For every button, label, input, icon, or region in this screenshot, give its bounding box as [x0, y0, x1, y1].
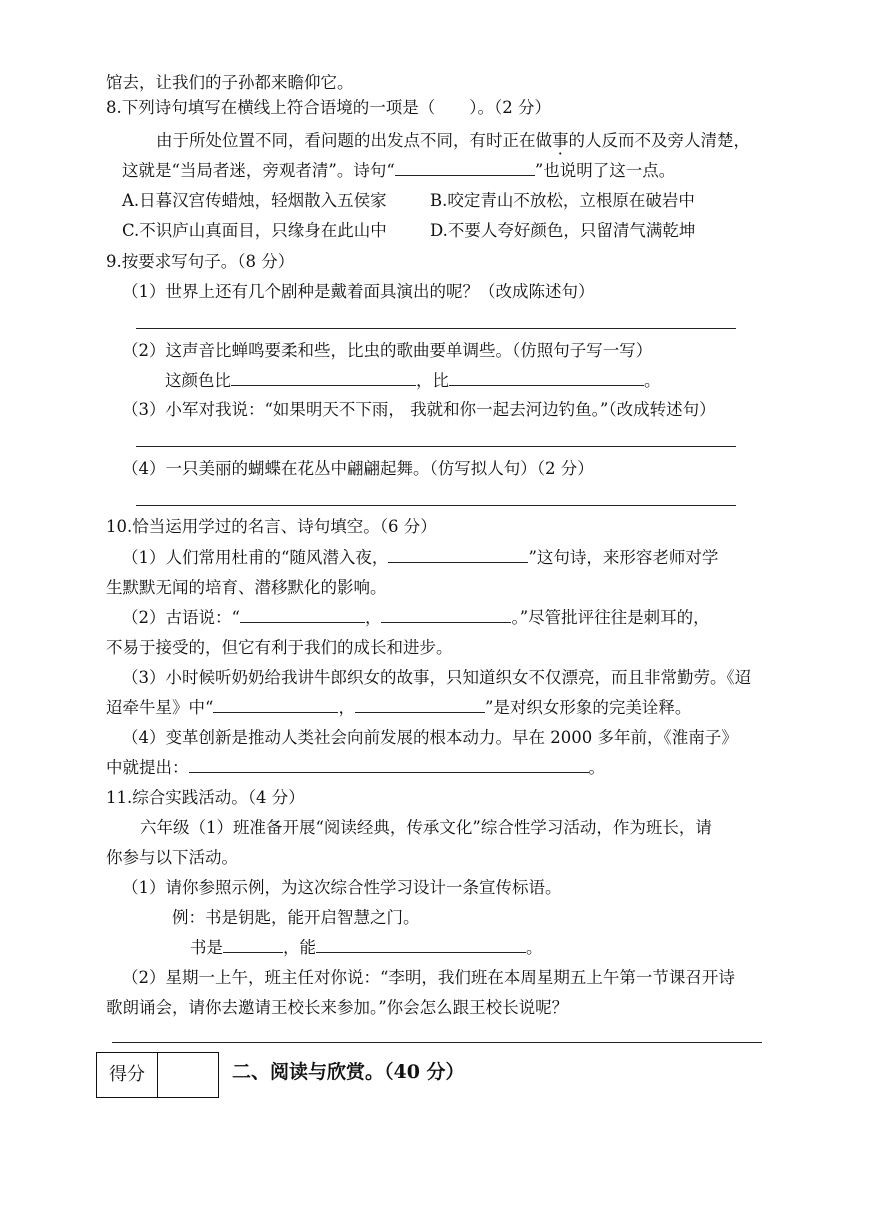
- q9-sub3: （3）小军对我说：“如果明天不下雨， 我就和你一起去河边钓鱼。”（改成转述句）: [122, 400, 716, 419]
- section-two-title: 二、阅读与欣赏。（40 分）: [232, 1061, 465, 1083]
- q10-item1: [122, 547, 718, 569]
- q10-item2-b: ，: [364, 608, 382, 627]
- q10-blank-4[interactable]: [189, 757, 589, 773]
- top-line: 馆去，让我们的子孙都来瞻仰它。: [106, 73, 354, 92]
- q8-emphasis-char: 事: [552, 131, 569, 150]
- q10-item2-cont: 不易于接受的，但它有利于我们的成长和进步。: [106, 638, 453, 657]
- q11-fill-b: ，能: [283, 938, 316, 957]
- q10-item2: [122, 607, 710, 629]
- q8-passage-line2: [122, 160, 675, 182]
- score-label: 得分: [97, 1053, 158, 1097]
- q11-example: 例：书是钥匙，能开启智慧之门。: [172, 908, 420, 927]
- score-box: [96, 1052, 219, 1098]
- q8-answer-blank[interactable]: [395, 160, 535, 176]
- q11-blank-2[interactable]: [316, 937, 526, 953]
- q11-blank-1[interactable]: [223, 937, 283, 953]
- q8-option-d[interactable]: D.不要人夸好颜色，只留清气满乾坤: [430, 221, 696, 240]
- q10-item3-d: ”是对织女形象的完美诠释。: [484, 698, 692, 717]
- q11-intro-cont: 你参与以下活动。: [106, 848, 238, 867]
- q10-item2-a: （2）古语说：“: [122, 608, 240, 627]
- q9-sub2-fill-c: 。: [644, 371, 661, 390]
- q8-option-c[interactable]: C.不识庐山真面目，只缘身在此山中: [122, 221, 387, 240]
- q10-item3-c: ，: [338, 698, 355, 717]
- q8-p1-a: 由于所处位置不同，看问题的出发点不同，有时正在做: [156, 131, 552, 150]
- q10-item2-c: 。”尽管批评往往是刺耳的，: [511, 608, 710, 627]
- q8-score: （2 分）: [494, 98, 551, 117]
- q10-item4-c: 。: [588, 758, 605, 777]
- q11-answer-line[interactable]: [112, 1042, 762, 1043]
- q11-sub2-cont: 歌朗诵会，请你去邀请王校长来参加。”你会怎么跟王校长说呢？: [106, 998, 569, 1017]
- q9-answer-line-3[interactable]: [136, 446, 736, 447]
- q8-p1-c: 的人反而不及旁人清楚，: [568, 131, 750, 150]
- q10-blank-3b[interactable]: [355, 697, 485, 713]
- q11-stem: 11.综合实践活动。（4 分）: [106, 788, 305, 807]
- q10-item4-b: 中就提出：: [106, 758, 189, 777]
- q11-sub2: （2）星期一上午，班主任对你说：“李明，我们班在本周星期五上午第一节课召开诗: [122, 968, 735, 987]
- q10-item1-a: （1）人们常用杜甫的“随风潜入夜，: [122, 548, 389, 567]
- q10-item1-cont: 生默默无闻的培育、潜移默化的影响。: [106, 578, 387, 597]
- q9-answer-line-1[interactable]: [136, 328, 736, 329]
- q10-item3-b: 迢牵牛星》中“: [106, 698, 214, 717]
- q11-fill-a: 书是: [190, 938, 223, 957]
- q8-stem-end: ）。: [469, 98, 494, 117]
- q10-item3: （3）小时候听奶奶给我讲牛郎织女的故事，只知道织女不仅漂亮，而且非常勤劳。《迢: [122, 668, 752, 687]
- q11-fill-c: 。: [526, 938, 543, 957]
- q9-sub2-fill-b: ，比: [416, 371, 449, 390]
- q10-blank-2b[interactable]: [381, 607, 511, 623]
- q10-blank-1[interactable]: [388, 547, 528, 563]
- q10-item4-cont: [106, 757, 605, 779]
- q10-stem: 10.恰当运用学过的名言、诗句填空。（6 分）: [106, 517, 437, 536]
- q8-option-b[interactable]: B.咬定青山不放松，立根原在破岩中: [430, 191, 695, 210]
- q9-sub2: （2）这声音比蝉鸣要柔和些，比虫的歌曲要单调些。（仿照句子写一写）: [122, 341, 653, 360]
- q10-item4: （4）变革创新是推动人类社会向前发展的根本动力。早在 2000 多年前，《淮南子》: [122, 728, 738, 747]
- q8-passage-line1: [156, 130, 750, 152]
- q8-stem: [106, 97, 551, 119]
- q9-answer-line-4[interactable]: [136, 505, 736, 506]
- q9-sub2-fill: [165, 370, 661, 392]
- q11-fill: [190, 937, 543, 959]
- q10-item3-cont: [106, 697, 691, 719]
- q9-sub2-blank-2[interactable]: [449, 370, 644, 386]
- q10-blank-2a[interactable]: [240, 607, 365, 623]
- q9-sub2-blank-1[interactable]: [231, 370, 416, 386]
- q10-item1-b: ”这句诗，来形容老师对学: [528, 548, 719, 567]
- q8-p2-a: 这就是“当局者迷，旁观者清”。诗句“: [122, 161, 395, 180]
- q8-option-a[interactable]: A.日暮汉宫传蜡烛，轻烟散入五侯家: [122, 191, 387, 210]
- q8-p2-b: ”也说明了这一点。: [534, 161, 676, 180]
- q9-stem: 9.按要求写句子。（8 分）: [106, 252, 295, 271]
- q9-sub4: （4）一只美丽的蝴蝶在花丛中翩翩起舞。（仿写拟人句）（2 分）: [122, 459, 594, 478]
- q8-stem-text: 8.下列诗句填写在横线上符合语境的一项是（: [106, 98, 436, 117]
- q11-sub1: （1）请你参照示例，为这次综合性学习设计一条宣传标语。: [122, 878, 562, 897]
- q10-blank-3a[interactable]: [213, 697, 338, 713]
- q9-sub1: （1）世界上还有几个剧种是戴着面具演出的呢？（改成陈述句）: [122, 282, 595, 301]
- q9-sub2-fill-a: 这颜色比: [165, 371, 231, 390]
- q11-intro: 六年级（1）班准备开展“阅读经典，传承文化”综合性学习活动，作为班长，请: [140, 818, 712, 837]
